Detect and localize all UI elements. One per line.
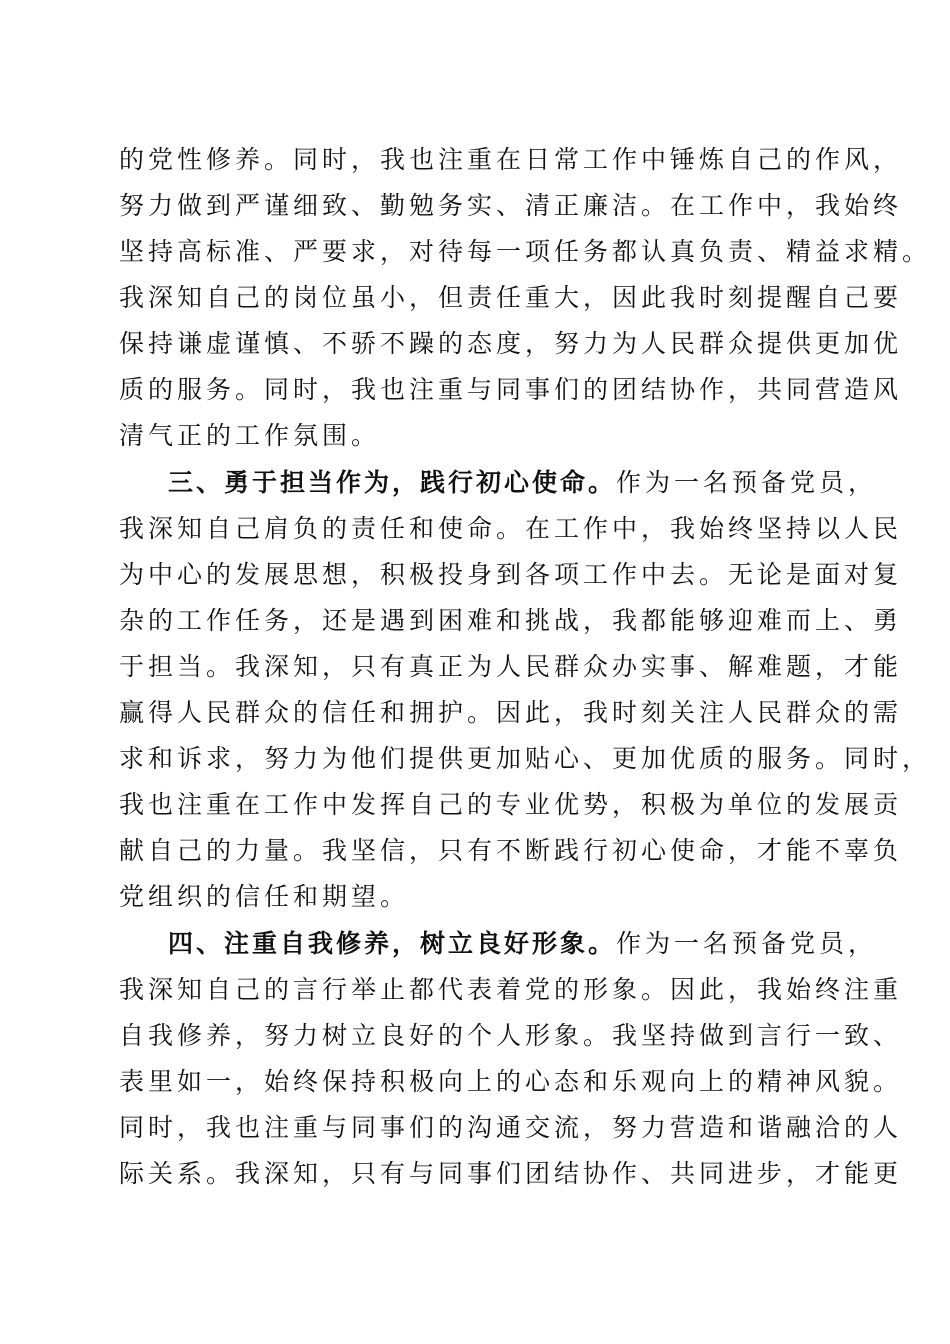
body-line: 清气正的工作氛围。 [119,421,381,450]
body-line: 我也注重在工作中发挥自己的专业优势，积极为单位的发展贡 [119,790,903,819]
section-4-lead-text: 作为一名预备党员， [616,929,878,958]
body-line: 我深知自己的岗位虽小，但责任重大，因此我时刻提醒自己要 [119,283,903,312]
body-line: 我深知自己的言行举止都代表着党的形象。因此，我始终注重 [119,975,903,1004]
section-4-first-line [168,921,877,967]
section-3-first-line [168,460,877,506]
body-line: 努力做到严谨细致、勤勉务实、清正廉洁。在工作中，我始终 [119,191,903,220]
body-line: 我深知自己肩负的责任和使命。在工作中，我始终坚持以人民 [119,514,903,543]
body-line: 党组织的信任和期望。 [119,882,410,911]
section-3-lead-text: 作为一名预备党员， [616,468,878,497]
body-line: 献自己的力量。我坚信，只有不断践行初心使命，才能不辜负 [119,836,903,865]
body-line: 自我修养，努力树立良好的个人形象。我坚持做到言行一致、 [119,1021,903,1050]
body-line: 同时，我也注重与同事们的沟通交流，努力营造和谐融洽的人 [119,1113,903,1142]
body-line: 际关系。我深知，只有与同事们团结协作、共同进步，才能更 [119,1159,903,1188]
body-line: 表里如一，始终保持积极向上的心态和乐观向上的精神风貌。 [119,1067,903,1096]
body-line: 于担当。我深知，只有真正为人民群众办实事、解难题，才能 [119,652,903,681]
body-line: 求和诉求，努力为他们提供更加贴心、更加优质的服务。同时， [119,744,932,773]
section-4-heading: 四、注重自我修养，树立良好形象。 [168,929,617,958]
body-line: 质的服务。同时，我也注重与同事们的团结协作，共同营造风 [119,375,903,404]
body-line: 杂的工作任务，还是遇到困难和挑战，我都能够迎难而上、勇 [119,606,903,635]
body-line: 为中心的发展思想，积极投身到各项工作中去。无论是面对复 [119,560,903,589]
body-line: 坚持高标准、严要求，对待每一项任务都认真负责、精益求精。 [119,237,932,266]
section-3-heading: 三、勇于担当作为，践行初心使命。 [168,468,617,497]
body-line: 的党性修养。同时，我也注重在日常工作中锤炼自己的作风， [119,145,903,174]
body-line: 保持谦虚谨慎、不骄不躁的态度，努力为人民群众提供更加优 [119,329,903,358]
body-line: 赢得人民群众的信任和拥护。因此，我时刻关注人民群众的需 [119,698,903,727]
